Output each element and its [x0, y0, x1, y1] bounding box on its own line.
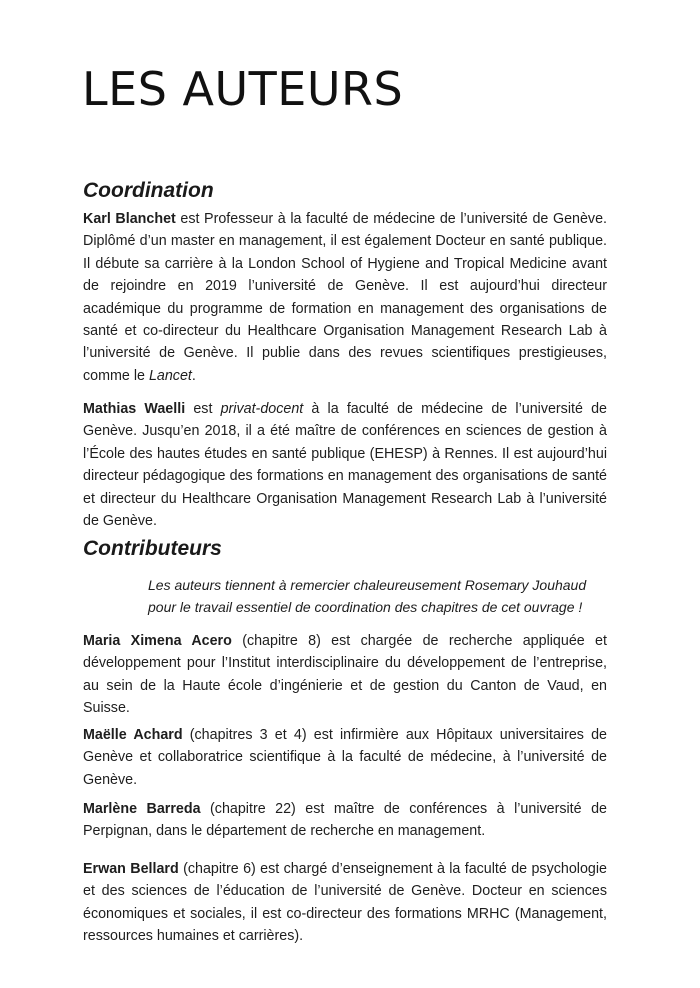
- author-entry-maelle-achard: [83, 724, 607, 791]
- author-bio-italic: privat-docent: [220, 401, 304, 417]
- author-entry-mathias-waelli: [83, 398, 607, 532]
- section-heading-coordination: Coordination: [83, 179, 214, 202]
- author-entry-maria-ximena-acero: [83, 630, 607, 720]
- author-bio: est Professeur à la faculté de médecine de l’université de Genève. Diplômé d’un master en management, il est également Docteur en santé publique. Il débute sa carrière à la London School of Hygiene and Tropical Medicine avant de rejoindre en 2019 l’université de Genève. Il est aujourd’hui directeur académique du programme de formation en management des organisations de santé et co-directeur du Healthcare Organisation Management Research Lab à l’université de Genève. Il publie dans des revues scientifiques prestigieuses, comme le: [83, 211, 607, 384]
- section-heading-contributeurs: Contributeurs: [83, 537, 222, 560]
- author-name: Maria Ximena Acero: [83, 633, 232, 649]
- author-bio: (chapitres 3 et 4) est infirmière aux Hôpitaux universitaires de Genève et collaboratrice scientifique à la faculté de médecine, à l’université de Genève.: [83, 727, 607, 788]
- author-bio: (chapitre 8) est chargée de recherche appliquée et développement pour l’Institut interdisciplinaire du développement de l’entreprise, au sein de la Haute école d’ingénierie et de gestion du Canton de Vaud, en Suisse.: [83, 633, 607, 717]
- author-entry-karl-blanchet: [83, 208, 607, 387]
- author-name: Karl Blanchet: [83, 211, 176, 227]
- author-bio-italic: Lancet: [148, 367, 192, 384]
- author-bio: (chapitre 22) est maître de conférences à l’université de Perpignan, dans le département de recherche en management.: [83, 801, 607, 840]
- author-name: Erwan Bellard: [83, 861, 179, 877]
- author-entry-erwan-bellard: [83, 858, 607, 948]
- author-entry-marlene-barreda: [83, 798, 607, 843]
- author-bio-end: .: [191, 367, 196, 384]
- author-name: Maëlle Achard: [83, 727, 183, 743]
- author-bio-end: à la faculté de médecine de l’université de Genève. Jusqu’en 2018, il a été maître de conférences en sciences de gestion à l’École des hautes études en santé publique (EHESP) à Rennes. Il est aujourd’hui directeur pédagogique des formations en management des organisations de santé et directeur du Healthcare Organisation Management Research Lab à l’université de Genève.: [83, 401, 608, 530]
- author-bio: est: [185, 401, 221, 417]
- author-name: Mathias Waelli: [83, 401, 186, 417]
- acknowledgement-note: Les auteurs tiennent à remercier chaleureusement Rosemary Jouhaud pour le travail essentiel de coordination des chapitres de cet ouvrage !: [148, 577, 587, 616]
- page-title: LES AUTEURS: [82, 62, 404, 116]
- author-name: Marlène Barreda: [83, 801, 201, 817]
- author-bio: (chapitre 6) est chargé d’enseignement à la faculté de psychologie et des sciences de l’éducation de l’université de Genève. Docteur en sciences économiques et sociales, il est co-directeur des formations MRHC (Management, ressources humaines et carrières).: [83, 861, 607, 945]
